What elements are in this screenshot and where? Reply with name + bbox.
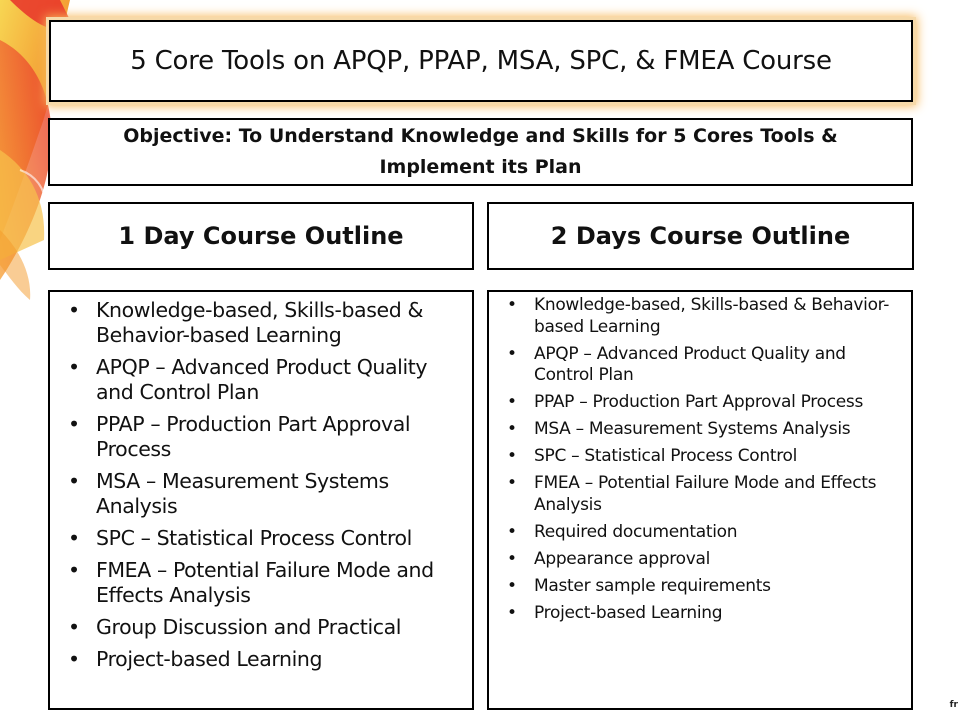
list-item (62, 412, 464, 462)
list-item-text: PPAP – Production Part Approval Process (534, 392, 864, 412)
list-item (62, 526, 464, 551)
list-item (501, 392, 903, 414)
list-item (501, 295, 903, 338)
objective-line-2: Implement its Plan (379, 156, 582, 178)
list-item (501, 603, 903, 625)
bullet-icon: • (68, 647, 80, 671)
list-item (62, 355, 464, 405)
list-item-text: Knowledge-based, Skills-based & Behavior-based Learning (534, 295, 890, 337)
corner-mark: fr (949, 700, 958, 710)
list-item-text: APQP – Advanced Product Quality and Control Plan (96, 355, 428, 404)
bullet-icon: • (507, 548, 517, 569)
list-item-text: APQP – Advanced Product Quality and Control Plan (534, 343, 846, 385)
list-item-text: Project-based Learning (534, 602, 723, 623)
list-item (501, 522, 903, 544)
list-item-text: Group Discussion and Practical (96, 615, 402, 639)
bullet-icon: • (68, 298, 80, 322)
list-item-text: Master sample requirements (534, 575, 771, 596)
list-item-text: FMEA – Potential Failure Mode and Effects Analysis (534, 473, 877, 515)
list-item (62, 469, 464, 519)
list-item-text: Appearance approval (534, 548, 710, 569)
list-item-text: MSA – Measurement Systems Analysis (96, 469, 389, 518)
bullet-icon: • (68, 355, 80, 379)
bullet-icon: • (507, 419, 517, 439)
bullet-icon: • (68, 558, 80, 582)
bullet-icon: • (68, 526, 80, 550)
bullet-icon: • (68, 412, 80, 436)
list-item-text: MSA – Measurement Systems Analysis (534, 419, 851, 439)
one-day-outline-list (48, 290, 474, 710)
one-day-heading-box (48, 202, 474, 270)
bullet-icon: • (507, 575, 517, 596)
two-days-heading: 2 Days Course Outline (550, 222, 851, 250)
list-item-text: Knowledge-based, Skills-based & Behavior-based Learning (96, 298, 424, 347)
list-item (501, 576, 903, 598)
bullet-icon: • (507, 602, 517, 623)
list-item-text: SPC – Statistical Process Control (96, 526, 412, 550)
bullet-icon: • (507, 295, 517, 315)
one-day-heading: 1 Day Course Outline (118, 222, 404, 250)
page-title: 5 Core Tools on APQP, PPAP, MSA, SPC, & FMEA Course (130, 46, 832, 76)
list-item-text: PPAP – Production Part Approval Process (96, 412, 411, 461)
bullet-icon: • (507, 473, 517, 493)
list-item (501, 446, 903, 468)
two-days-heading-box (487, 202, 914, 270)
list-item (501, 419, 903, 441)
list-item-text: Required documentation (534, 521, 738, 542)
list-item (62, 615, 464, 640)
bullet-icon: • (507, 521, 517, 542)
bullet-icon: • (68, 615, 80, 639)
list-item-text: FMEA – Potential Failure Mode and Effects Analysis (96, 558, 434, 607)
objective-line-1: Objective: To Understand Knowledge and Skills for 5 Cores Tools & (123, 125, 838, 147)
bullet-icon: • (68, 469, 80, 493)
list-item (501, 473, 903, 516)
list-item (62, 647, 464, 672)
objective-box (48, 118, 913, 186)
list-item-text: SPC – Statistical Process Control (534, 446, 798, 466)
list-item (501, 549, 903, 571)
list-item-text: Project-based Learning (96, 647, 323, 671)
bullet-icon: • (507, 392, 517, 412)
title-banner (49, 20, 913, 102)
list-item (62, 298, 464, 348)
bullet-icon: • (507, 446, 517, 466)
bullet-icon: • (507, 343, 517, 364)
list-item (62, 558, 464, 608)
two-days-outline-list (487, 290, 913, 710)
list-item (501, 344, 903, 387)
